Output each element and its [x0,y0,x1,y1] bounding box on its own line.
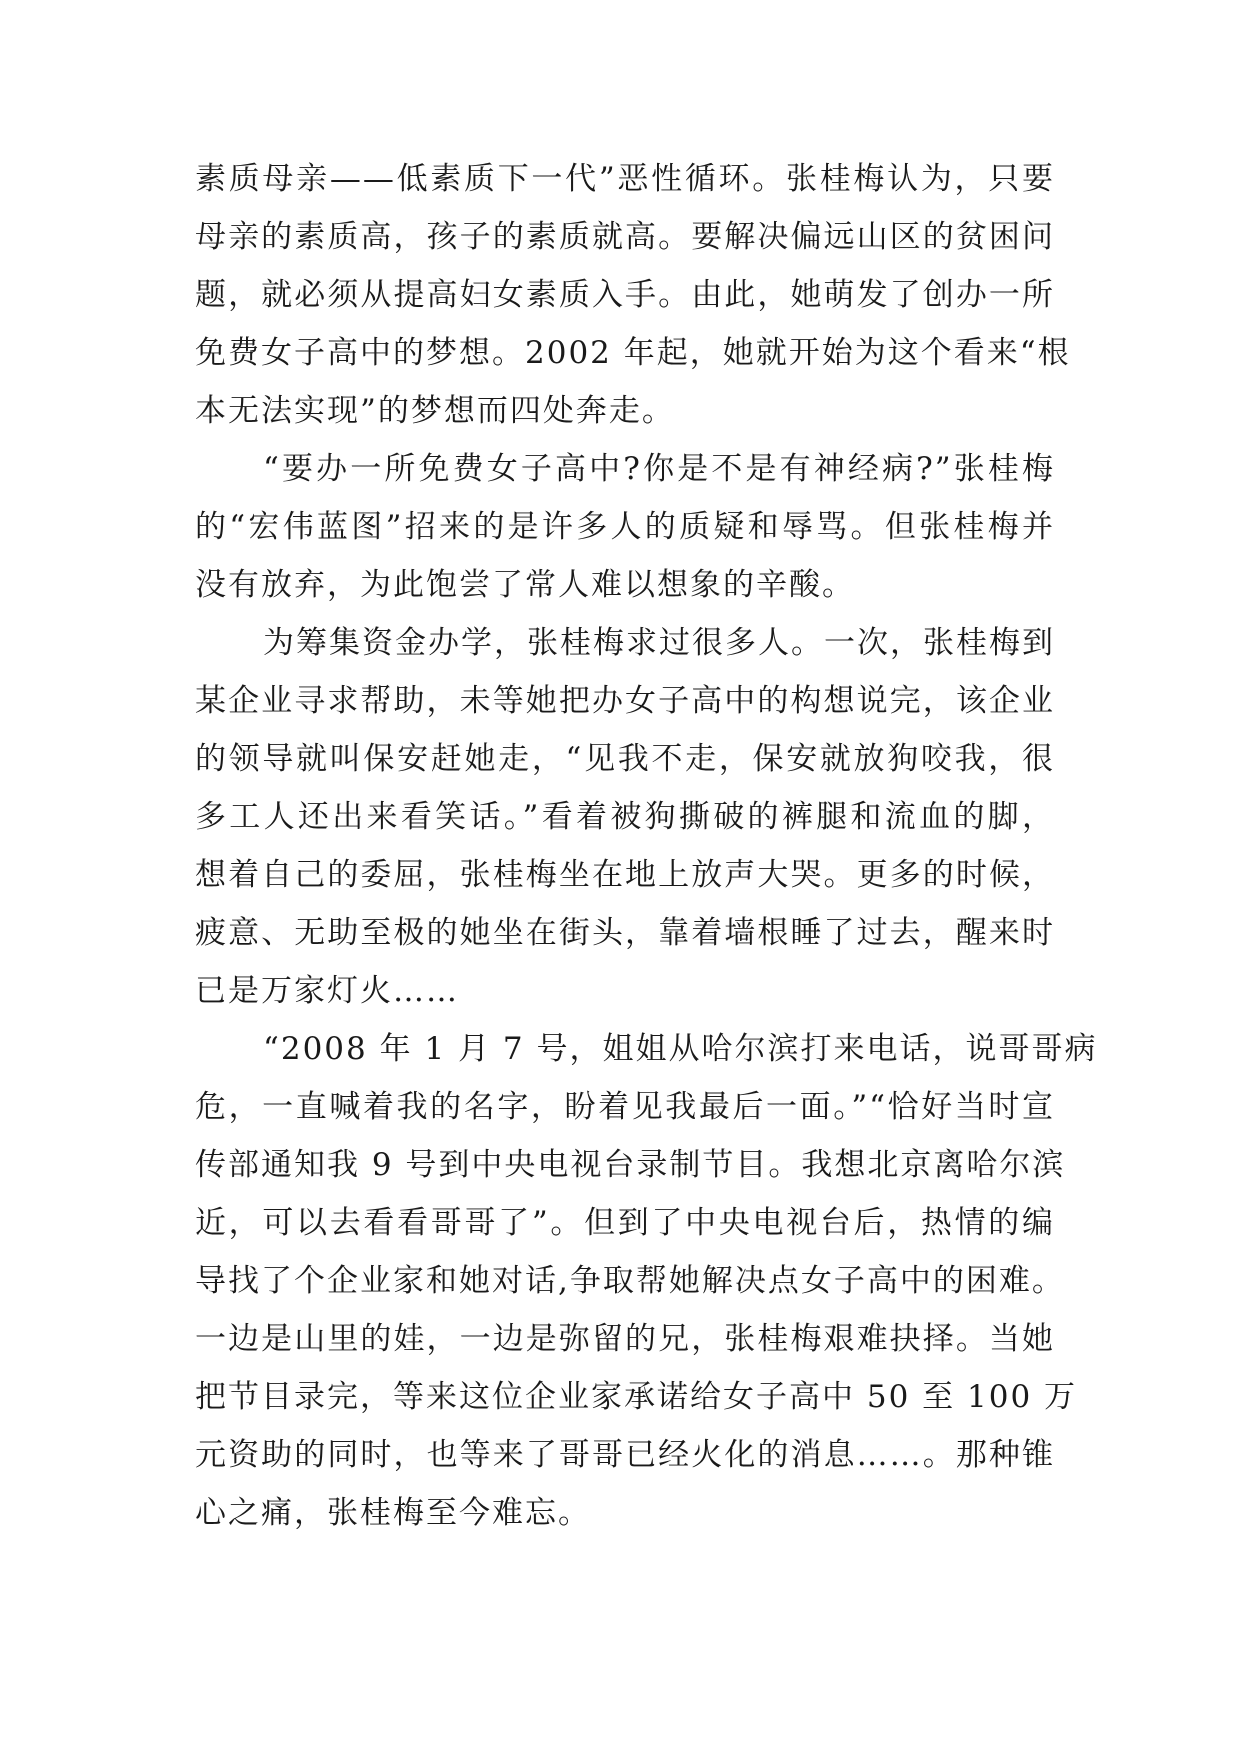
text-line: 疲意、无助至极的她坐在街头，靠着墙根睡了过去，醒来时 [195,915,1055,951]
paragraph-3 [195,614,1055,1020]
text-line: 心之痛，张桂梅至今难忘。 [195,1495,591,1531]
text-line: 免费女子高中的梦想。2002 年起，她就开始为这个看来“根 [195,335,1071,371]
document-page [195,150,1098,1542]
paragraph-4 [195,1020,1098,1542]
text-line: 把节目录完，等来这位企业家承诺给女子高中 50 至 100 万 [195,1379,1078,1415]
text-line: 近，可以去看看哥哥了”。但到了中央电视台后，热情的编 [195,1205,1055,1241]
text-line: 素质母亲——低素质下一代”恶性循环。张桂梅认为，只要 [195,161,1055,197]
text-line: 传部通知我 9 号到中央电视台录制节目。我想北京离哈尔滨 [195,1147,1066,1183]
text-line: “2008 年 1 月 7 号，姐姐从哈尔滨打来电话，说哥哥病 [263,1031,1098,1067]
text-line: 的“宏伟蓝图”招来的是许多人的质疑和辱骂。但张桂梅并 [195,509,1055,545]
text-line: 题，就必须从提高妇女素质入手。由此，她萌发了创办一所 [195,277,1055,313]
text-line: 危，一直喊着我的名字，盼着见我最后一面。”“恰好当时宣 [195,1089,1055,1125]
text-line: 多工人还出来看笑话。”看着被狗撕破的裤腿和流血的脚， [195,799,1055,835]
text-line: 没有放弃，为此饱尝了常人难以想象的辛酸。 [195,567,855,603]
text-line: 一边是山里的娃，一边是弥留的兄，张桂梅艰难抉择。当她 [195,1321,1055,1357]
text-line: 想着自己的委屈，张桂梅坐在地上放声大哭。更多的时候， [195,857,1055,893]
text-line: 母亲的素质高，孩子的素质就高。要解决偏远山区的贫困问 [195,219,1055,255]
paragraph-1 [195,150,1071,440]
text-line: 为筹集资金办学，张桂梅求过很多人。一次，张桂梅到 [263,625,1055,661]
text-line: 元资助的同时，也等来了哥哥已经火化的消息……。那种锥 [195,1437,1055,1473]
text-line: 导找了个企业家和她对话,争取帮她解决点女子高中的困难。 [195,1263,1065,1299]
text-line: 的领导就叫保安赶她走，“见我不走，保安就放狗咬我，很 [195,741,1055,777]
text-line: 已是万家灯火…… [195,973,459,1009]
text-line: 某企业寻求帮助，未等她把办女子高中的构想说完，该企业 [195,683,1055,719]
paragraph-2 [195,440,1055,614]
text-line: “要办一所免费女子高中?你是不是有神经病?”张桂梅 [263,451,1055,487]
text-line: 本无法实现”的梦想而四处奔走。 [195,393,675,429]
